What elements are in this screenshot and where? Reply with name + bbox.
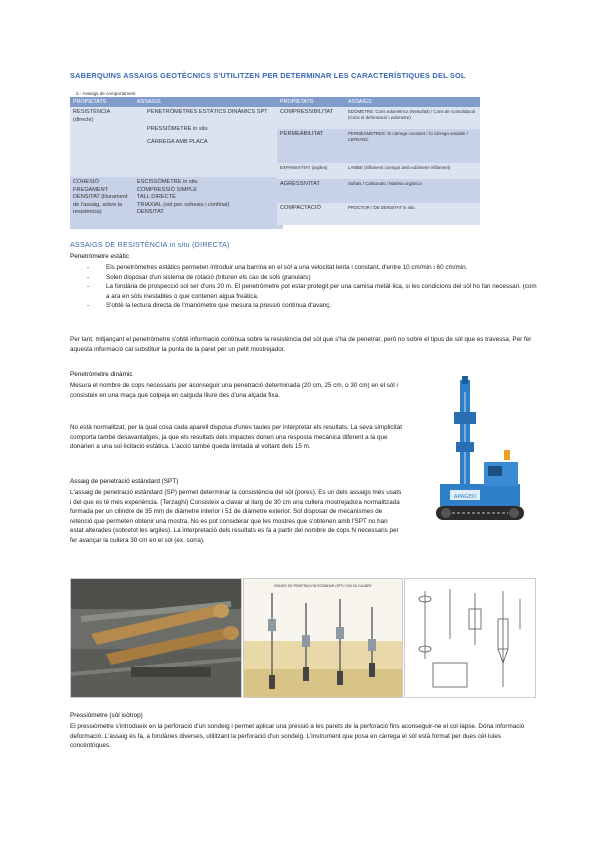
drilling-rig-image (410, 372, 535, 532)
table-caption: 2.- Assaigs de comportament (76, 91, 136, 96)
spt-title: Assaig de penetració estàndard (SPT) (70, 478, 179, 485)
pressiometer-title: Pressiòmetre (sòl isòtrop) (70, 712, 143, 719)
page-heading: SABERQUINS ASSAIGS GEOTÈCNICS S'UTILITZEN PER DETERMINAR LES CARACTERÍSTIQUES DEL SOL (70, 71, 466, 80)
assay-triaxial: TRIAXIAL (sol poc cohesiu i confinat) (137, 201, 230, 208)
dynamic-penetrometer-text-2: No està normalitzat, per la qual cosa cada aparell disposa d'unes taules per interpretar els resultats. La seva simplicitat comporta també desavantatges, ja que els resultats dels impactes donen una resposta mecànica diferent a la que donarien a una sol·licitació estàtica. L'acció també queda limitada al voltant dels 15 m. (70, 424, 402, 451)
assay-escissometre: ESCISSÒMETRE in situ (137, 179, 198, 185)
right-assays-table (277, 97, 480, 225)
left-header-properties: PROPIETATS (70, 97, 134, 107)
dynamic-penetrometer-title: Penetròmetre dinàmic (70, 371, 133, 378)
pressiometer-text: El pressiòmetre s'introdueix en la perforació d'un sondeig i permet aplicar una pressió a les parets de la perforació fins aconseguir-ne el col·lapse. Dóna informació deformació. L'assaig és fa, a fondàries diverses, utilitzant la perforació d'un sondeig. L'instrument que posa en càrrega el sòl està format per dues cèl·lules concèntriques. (70, 723, 525, 750)
assay-penetrometres: PENETRÒMETRES ESTÀTICS DINÀMICS SPT (147, 109, 268, 115)
section-title: ASSAIGS DE RESISTÈNCIA in situ (DIRECTA) (70, 242, 230, 249)
rig-brand-label: APAGEO (453, 494, 477, 500)
dynamic-penetrometer-text-1: Mesura el nombre de cops necessaris per aconseguir una penetració determinada (20 cm, 25 cm, o 30 cm) en el sòl i consisteix en una maça que colpeja en caiguda lliure des d'una alçada fixa. (70, 382, 398, 399)
left-row-1-assays (134, 107, 283, 177)
right-row-2-assays: PERMEÀMETRES: Si càrrega constant / Si càrrega variable / LEFRANC (345, 129, 480, 163)
right-row-5-assays: PROCTOR / DE DENSITAT in situ (345, 203, 480, 225)
right-header-assays: ASSAIGS (345, 97, 480, 107)
assay-pressiometre: PRESSIÒMETRE in situ (147, 125, 208, 132)
left-row-2-property: COHESIÓ FREGAMENT DENSITAT (lliurament de l'assaig, sobre la resistència) (70, 177, 134, 229)
right-row-3-assays: LAMBE (inflament conegut amb edòmetre inflament) (345, 163, 480, 179)
right-row-5-property: COMPACTACIÓ (277, 203, 345, 225)
list-item: - La fondària de prospecció sol ser d'uns 20 m. El penetròmetre pot estar protegit per una camisa metàl·lica, si les condicions del sòl ho fan necessari. (com a ara en sòls inestables o que contenen aigua freàtica. (70, 282, 540, 301)
right-row-1-property: COMPRESSIBILITAT (277, 107, 345, 129)
spt-text: L'assaig de penetració estàndard (SP) permet determinar la consistència del sòl (pores). Es un dels assaigs més usats i del que es té més experiència. (Terzaghi) Consisteix a clavar al llarg de 30 cm una cullera mostrejadora normalitzada formada per un cilindre de 35 mm de diàmetre interior i 51 de diàmetre exterior. Sol disposar de mecanismes de retenció que permeten obtenir una mostra. No es pot considerar que les mostres que s'obtenen amb l'SPT no han estat alterades (sobretot les argiles). La interpretació dels resultats es fa a partir del nombre de cops N necessaris per fer avançar la cullera 30 cm en el sòl (ex. sorra). (70, 489, 402, 544)
list-item: - Solen disposar d'un sistema de rotació (trituren els cas de sòls granulars) (70, 273, 540, 283)
spt-diagram (243, 578, 403, 698)
right-row-1-assays: EDÒMETRE: Cons edomètrica (Nelsofait) / Cons de consolidació (Cons el deformació i edòmetre) (345, 107, 480, 129)
static-penetrometer-title: Penetròmetre estàtic (70, 253, 129, 260)
list-item: - S'obté la lectura directa de l'manòmetre que mesura la pressió contínua d'avanç. (70, 301, 540, 311)
left-row-1-property: RESISTÈNCIA (directe) (70, 107, 134, 177)
left-assays-table (70, 97, 283, 229)
core-samples-photo (70, 578, 242, 698)
static-penetrometer-list (70, 263, 540, 311)
spt-diagram-title: ENSAYO DE PENETRACIÓN ESTÁNDAR (SPT) CON SU CALIBRE (274, 584, 372, 588)
right-row-4-assays: Sulfats / Carbonats / Matèria orgànica (345, 179, 480, 203)
right-row-2-property: PERMEABILITAT (277, 129, 345, 163)
right-row-3-property: EXPANSIVITAT (argiles) (277, 163, 345, 179)
spt-sampler-sketch (404, 578, 536, 698)
static-penetrometer-note: Per tant, mitjançant el penetròmetre s'obté informació contínua sobre la resistència del sòl que s'ha de penetrar, però no sobre el tipus de sòl que es travessa. Per fer aquesta informació cal substituir la punta de la paret per un petit mostrejador. (70, 336, 532, 353)
assay-densitat: DENSITAT (137, 209, 164, 216)
left-row-2-assays (134, 177, 283, 229)
assay-tall-directe: TALL DIRECTE (137, 194, 176, 201)
left-header-assays: ASSAIGS (134, 97, 283, 107)
assay-carrega-placa: CÀRREGA AMB PLACA (147, 139, 208, 146)
right-header-properties: PROPIETATS (277, 97, 345, 107)
list-item: - Els penetròmetres estàtics permeten introduir una barrina en el sòl a una velocitat lenta i constant, d'entre 10 cm/min i 60 cm/min. (70, 263, 540, 273)
assay-compressio-simple: COMPRESSIÓ SIMPLE (137, 186, 197, 193)
right-row-4-property: AGRESSIVITAT (277, 179, 345, 203)
